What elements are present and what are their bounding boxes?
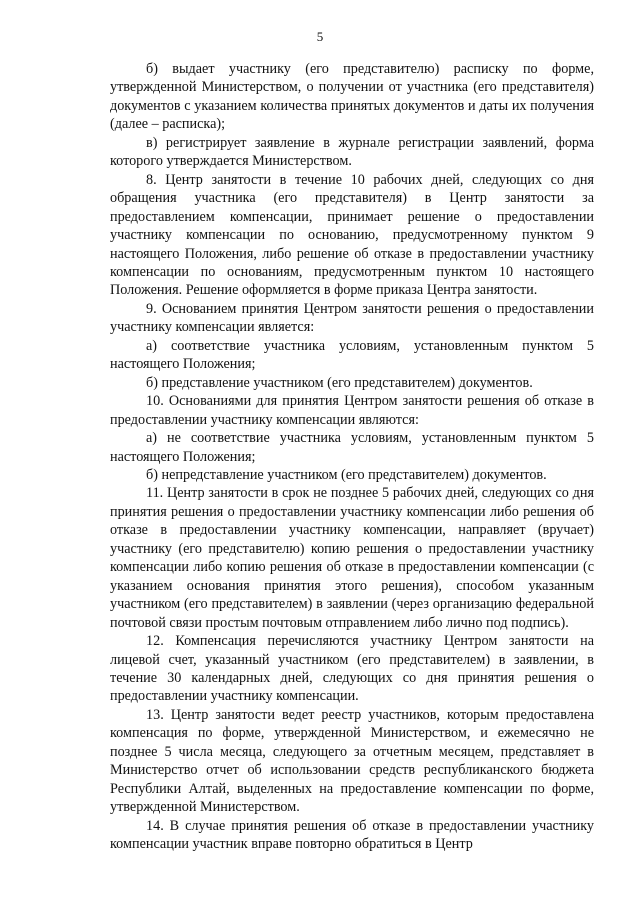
paragraph-b-receipt: б) выдает участнику (его представителю) расписку по форме, утвержденной Министерством, о получении от участника (его представителя) документов с указанием количества принятых документов и даты их получения (далее – расписка);	[110, 61, 594, 133]
paragraph-v-registration: в) регистрирует заявление в журнале регистрации заявлений, форма которого утверждается Министерством.	[110, 134, 594, 170]
paragraph-13: 13. Центр занятости ведет реестр участников, которым предоставлена компенсация по форме, утвержденной Министерством, и ежемесячно не позднее 5 числа месяца, следующего за отчетным месяцем, представляет в Министерство отчет об использовании средств республиканского бюджета Республики Алтай, выделенных на предоставление компенсации по форме, утвержденной Министерством.	[110, 706, 594, 816]
paragraph-8: 8. Центр занятости в течение 10 рабочих дней, следующих со дня обращения участника (его представителя) в Центр занятости за предоставлением компенсации, принимает решение о предоставлении участнику компенсации по основанию, предусмотренному пунктом 9 настоящего Положения, либо решение об отказе в предоставлении участнику компенсации по основаниям, предусмотренным пунктом 10 настоящего Положения. Решение оформляется в форме приказа Центра занятости.	[110, 171, 594, 299]
paragraph-9-a: а) соответствие участника условиям, установленным пунктом 5 настоящего Положения;	[110, 337, 594, 373]
paragraph-10: 10. Основаниями для принятия Центром занятости решения об отказе в предоставлении участнику компенсации являются:	[110, 393, 594, 428]
document-body	[110, 60, 594, 853]
paragraph-11: 11. Центр занятости в срок не позднее 5 рабочих дней, следующих со дня принятия решения о предоставлении участнику компенсации либо решения об отказе в предоставлении участнику компенсации, направляет (вручает) участнику (его представителю) копию решения о предоставлении участнику компенсации либо копию решения об отказе в предоставлении компенсации (с указанием основания принятия этого решения), способом указанным участником (его представителем) в заявлении (через организацию федеральной почтовой связи простым почтовым отправлением либо лично под подпись).	[110, 485, 594, 631]
paragraph-12: 12. Компенсация перечисляются участнику Центром занятости на лицевой счет, указанный участником (его представителем) в заявлении, в течение 30 календарных дней, следующих со дня принятия решения о предоставлении участнику компенсации.	[110, 633, 594, 705]
paragraph-10-b: б) непредставление участником (его представителем) документов.	[146, 466, 547, 483]
paragraph-9-b: б) представление участником (его представителем) документов.	[146, 374, 533, 391]
paragraph-9: 9. Основанием принятия Центром занятости решения о предоставлении участнику компенсации является:	[110, 300, 594, 336]
paragraph-14: 14. В случае принятия решения об отказе в предоставлении участнику компенсации участник вправе повторно обратиться в Центр	[110, 817, 594, 853]
page-number: 5	[316, 29, 324, 44]
paragraph-10-a: а) не соответствие участника условиям, установленным пунктом 5 настоящего Положения;	[110, 430, 594, 465]
